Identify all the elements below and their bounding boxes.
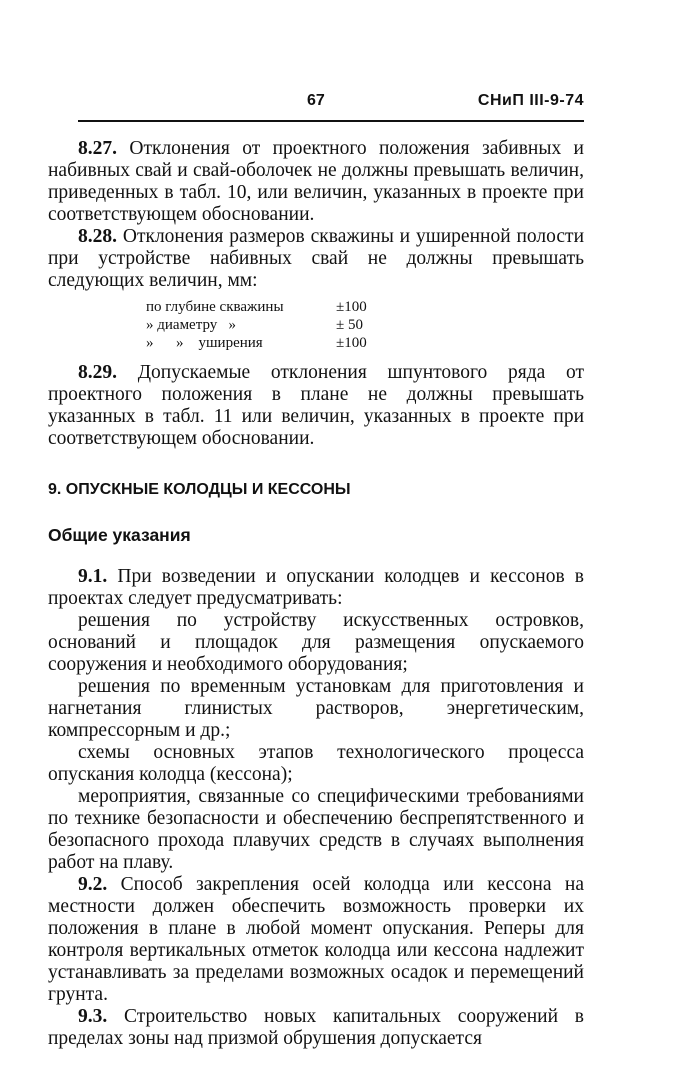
list-item: решения по устройству искусственных островков, оснований и площадок для размещения опускаемого сооружения и необходимого оборудования; [48,610,584,675]
tolerance-label: » диаметру » [146,317,237,333]
paragraph-9-2 [48,874,584,1006]
paragraph-text: Отклонения размеров скважины и уширенной полости при устройстве набивных свай не должны превышать следующих величин, мм: [48,226,585,291]
tolerance-row [146,334,584,352]
tolerance-label: » » уширения [146,335,263,351]
tolerance-row [146,298,584,316]
clause-number: 9.3. [78,1006,108,1027]
document-code: СНиП III-9-74 [477,92,584,109]
list-item: решения по временным установкам для приготовления и нагнетания глинистых растворов, энергетическим, компрессорным и др.; [48,676,584,741]
header-rule [78,120,584,122]
tolerance-list [146,298,584,352]
paragraph-8-27 [48,138,584,226]
tolerance-row [146,316,584,334]
paragraph-9-1 [48,566,584,610]
page-number: 67 [307,92,325,109]
clause-number: 9.1. [78,566,108,587]
tolerance-value: ±100 [336,299,367,315]
clause-number: 9.2. [78,874,108,895]
clause-number: 8.29. [78,362,117,383]
clause-number: 8.28. [78,226,117,247]
subsection-heading: Общие указания [48,525,191,545]
paragraph-text: Отклонения от проектного положения забивных и набивных свай и свай-оболочек не должны превышать величин, приведенных в табл. 10, или величин, указанных в проекте при соответствующем обосновании. [48,138,584,225]
paragraph-text: Строительство новых капитальных сооружений в пределах зоны над призмой обрушения допускается [48,1006,585,1049]
tolerance-label: по глубине скважины [146,299,284,315]
paragraph-8-29 [48,362,584,450]
paragraph-text: При возведении и опускании колодцев и кессонов в проектах следует предусматривать: [48,566,584,609]
page-content [48,138,584,1050]
paragraph-text: Способ закрепления осей колодца или кессона на местности должен обеспечить возможность проверки их положения в плане в любой момент опускания. Реперы для контроля вертикальных отметок колодца или кессона надлежит устанавливать за пределами возможных осадок и перемещений грунта. [48,874,584,1005]
tolerance-value: ±100 [336,335,367,351]
paragraph-9-3 [48,1006,584,1050]
page-header [78,90,584,116]
clause-number: 8.27. [78,138,117,159]
list-item: мероприятия, связанные со специфическими требованиями по технике безопасности и обеспечению беспрепятственного и безопасного прохода плавучих средств в случаях выполнения работ на плаву. [48,786,584,873]
list-item: схемы основных этапов технологического процесса опускания колодца (кессона); [48,742,584,785]
paragraph-text: Допускаемые отклонения шпунтового ряда от проектного положения в плане не должны превышать указанных в табл. 11 или величин, указанных в проекте при соответствующем обосновании. [48,362,584,449]
tolerance-value: ± 50 [336,317,363,333]
section-heading: 9. ОПУСКНЫЕ КОЛОДЦЫ И КЕССОНЫ [48,481,351,498]
paragraph-8-28 [48,226,584,292]
